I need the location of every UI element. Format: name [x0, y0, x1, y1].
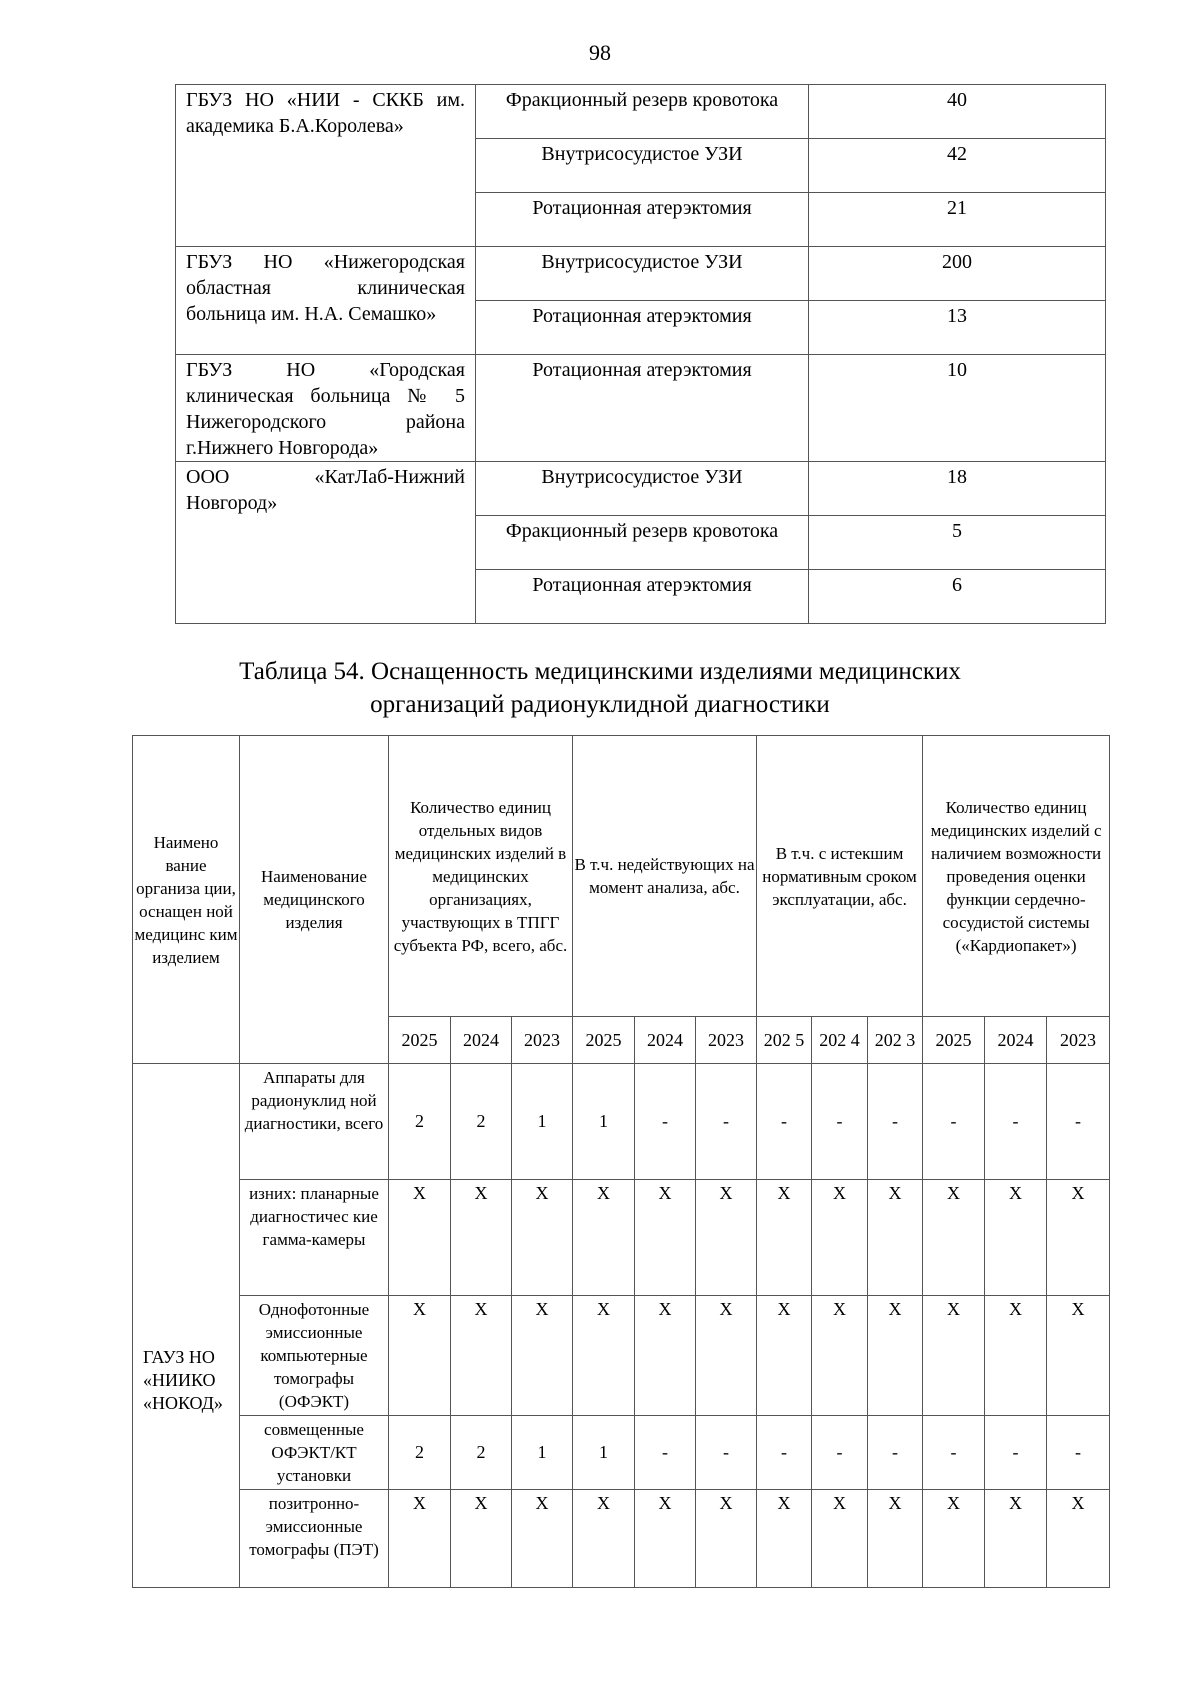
procedure-count: 10 — [809, 355, 1106, 462]
value-cell: X — [923, 1296, 985, 1416]
method-name: Внутрисосудистое УЗИ — [476, 139, 809, 193]
table-row — [133, 1180, 1110, 1296]
value-cell: - — [696, 1064, 757, 1180]
value-cell: X — [389, 1490, 451, 1588]
value-cell: - — [812, 1416, 868, 1490]
value-cell: - — [635, 1064, 696, 1180]
value-cell: X — [923, 1180, 985, 1296]
value-cell: - — [1047, 1064, 1110, 1180]
year-header: 2025 — [923, 1017, 985, 1064]
value-cell: X — [985, 1296, 1047, 1416]
device-name: изних: планарные диагностичес кие гамма-камеры — [240, 1180, 389, 1296]
equipment-usage-body — [176, 85, 1106, 624]
table-row — [133, 1064, 1110, 1180]
procedure-count: 21 — [809, 193, 1106, 247]
table-row — [133, 1296, 1110, 1416]
method-name: Ротационная атерэктомия — [476, 570, 809, 624]
organization-name: ГБУЗ НО «Городская клиническая больница № 5 Нижегородского района г.Нижнего Новгорода» — [176, 355, 476, 462]
device-name: позитронно-эмиссионные томографы (ПЭТ) — [240, 1490, 389, 1588]
radionuclide-equipment-table — [132, 735, 1110, 1588]
table-row — [133, 1490, 1110, 1588]
value-cell: X — [812, 1490, 868, 1588]
value-cell: X — [635, 1180, 696, 1296]
header-device-name: Наименование медицинского изделия — [240, 736, 389, 1064]
value-cell: X — [812, 1180, 868, 1296]
value-cell: 2 — [389, 1416, 451, 1490]
header-row — [133, 736, 1110, 1017]
value-cell: - — [868, 1064, 923, 1180]
procedure-count: 200 — [809, 247, 1106, 301]
value-cell: X — [696, 1490, 757, 1588]
procedure-count: 13 — [809, 301, 1106, 355]
value-cell: - — [696, 1416, 757, 1490]
value-cell: 1 — [573, 1064, 635, 1180]
value-cell: X — [512, 1490, 573, 1588]
value-cell: X — [389, 1180, 451, 1296]
value-cell: X — [1047, 1296, 1110, 1416]
year-header: 2024 — [451, 1017, 512, 1064]
table-row — [176, 462, 1106, 516]
header-total-units: Количество единиц отдельных видов медицинских изделий в медицинских организациях, участвующих в ТПГГ субъекта РФ, всего, абс. — [389, 736, 573, 1017]
value-cell: X — [635, 1296, 696, 1416]
table-caption-line-1: Таблица 54. Оснащенность медицинскими изделиями медицинских — [239, 658, 961, 685]
equipment-usage-table — [175, 84, 1106, 624]
value-cell: 2 — [389, 1064, 451, 1180]
header-organization: Наимено вание организа ции, оснащен ной медицинс ким изделием — [133, 736, 240, 1064]
method-name: Фракционный резерв кровотока — [476, 85, 809, 139]
organization-name: ГБУЗ НО «НИИ - СККБ им. академика Б.А.Королева» — [176, 85, 476, 247]
procedure-count: 18 — [809, 462, 1106, 516]
device-name: Однофотонные эмиссионные компьютерные томографы (ОФЭКТ) — [240, 1296, 389, 1416]
value-cell: - — [757, 1064, 812, 1180]
value-cell: 2 — [451, 1064, 512, 1180]
organization-name: ГАУЗ НО «НИИКО «НОКОД» — [133, 1064, 240, 1588]
value-cell: X — [1047, 1490, 1110, 1588]
value-cell: - — [1047, 1416, 1110, 1490]
value-cell: - — [635, 1416, 696, 1490]
table-row — [176, 355, 1106, 462]
year-header: 2023 — [1047, 1017, 1110, 1064]
procedure-count: 6 — [809, 570, 1106, 624]
value-cell: - — [868, 1416, 923, 1490]
value-cell: X — [451, 1490, 512, 1588]
value-cell: 1 — [512, 1064, 573, 1180]
value-cell: X — [757, 1296, 812, 1416]
value-cell: X — [451, 1180, 512, 1296]
value-cell: X — [868, 1180, 923, 1296]
year-header: 202 4 — [812, 1017, 868, 1064]
organization-name: ГБУЗ НО «Нижегородская областная клиническая больница им. Н.А. Семашко» — [176, 247, 476, 355]
procedure-count: 5 — [809, 516, 1106, 570]
value-cell: X — [573, 1180, 635, 1296]
value-cell: X — [985, 1490, 1047, 1588]
device-name: совмещенные ОФЭКТ/КТ установки — [240, 1416, 389, 1490]
value-cell: X — [868, 1490, 923, 1588]
value-cell: X — [923, 1490, 985, 1588]
year-header: 2025 — [573, 1017, 635, 1064]
table-row — [133, 1416, 1110, 1490]
value-cell: X — [757, 1490, 812, 1588]
procedure-count: 42 — [809, 139, 1106, 193]
header-cardio-units: Количество единиц медицинских изделий с наличием возможности проведения оценки функции сердечно-сосудистой системы («Кардиопакет») — [923, 736, 1110, 1017]
year-header: 2023 — [696, 1017, 757, 1064]
value-cell: X — [451, 1296, 512, 1416]
method-name: Ротационная атерэктомия — [476, 301, 809, 355]
table-caption-line-2: организаций радионуклидной диагностики — [370, 691, 830, 718]
method-name: Фракционный резерв кровотока — [476, 516, 809, 570]
value-cell: X — [573, 1490, 635, 1588]
table-row — [176, 85, 1106, 139]
value-cell: X — [512, 1180, 573, 1296]
value-cell: X — [868, 1296, 923, 1416]
value-cell: 1 — [573, 1416, 635, 1490]
year-header: 2024 — [985, 1017, 1047, 1064]
page-number: 98 — [589, 40, 611, 65]
value-cell: X — [635, 1490, 696, 1588]
value-cell: 2 — [451, 1416, 512, 1490]
device-name: Аппараты для радионуклид ной диагностики, всего — [240, 1064, 389, 1180]
year-header: 2023 — [512, 1017, 573, 1064]
value-cell: X — [757, 1180, 812, 1296]
value-cell: X — [389, 1296, 451, 1416]
value-cell: - — [985, 1064, 1047, 1180]
table-caption — [100, 655, 1100, 721]
value-cell: X — [812, 1296, 868, 1416]
year-header: 2025 — [389, 1017, 451, 1064]
value-cell: X — [512, 1296, 573, 1416]
value-cell: - — [923, 1064, 985, 1180]
value-cell: 1 — [512, 1416, 573, 1490]
procedure-count: 40 — [809, 85, 1106, 139]
method-name: Внутрисосудистое УЗИ — [476, 247, 809, 301]
year-header: 2024 — [635, 1017, 696, 1064]
value-cell: X — [573, 1296, 635, 1416]
value-cell: - — [757, 1416, 812, 1490]
value-cell: - — [985, 1416, 1047, 1490]
value-cell: X — [696, 1180, 757, 1296]
organization-name: ООО «КатЛаб-Нижний Новгород» — [176, 462, 476, 624]
value-cell: - — [812, 1064, 868, 1180]
header-expired-units: В т.ч. с истекшим нормативным сроком эксплуатации, абс. — [757, 736, 923, 1017]
value-cell: X — [1047, 1180, 1110, 1296]
radionuclide-equipment-body — [133, 736, 1110, 1588]
method-name: Ротационная атерэктомия — [476, 193, 809, 247]
table-row — [176, 247, 1106, 301]
header-inactive-units: В т.ч. недействующих на момент анализа, абс. — [573, 736, 757, 1017]
value-cell: - — [923, 1416, 985, 1490]
year-header: 202 3 — [868, 1017, 923, 1064]
method-name: Внутрисосудистое УЗИ — [476, 462, 809, 516]
value-cell: X — [985, 1180, 1047, 1296]
method-name: Ротационная атерэктомия — [476, 355, 809, 462]
value-cell: X — [696, 1296, 757, 1416]
year-header: 202 5 — [757, 1017, 812, 1064]
